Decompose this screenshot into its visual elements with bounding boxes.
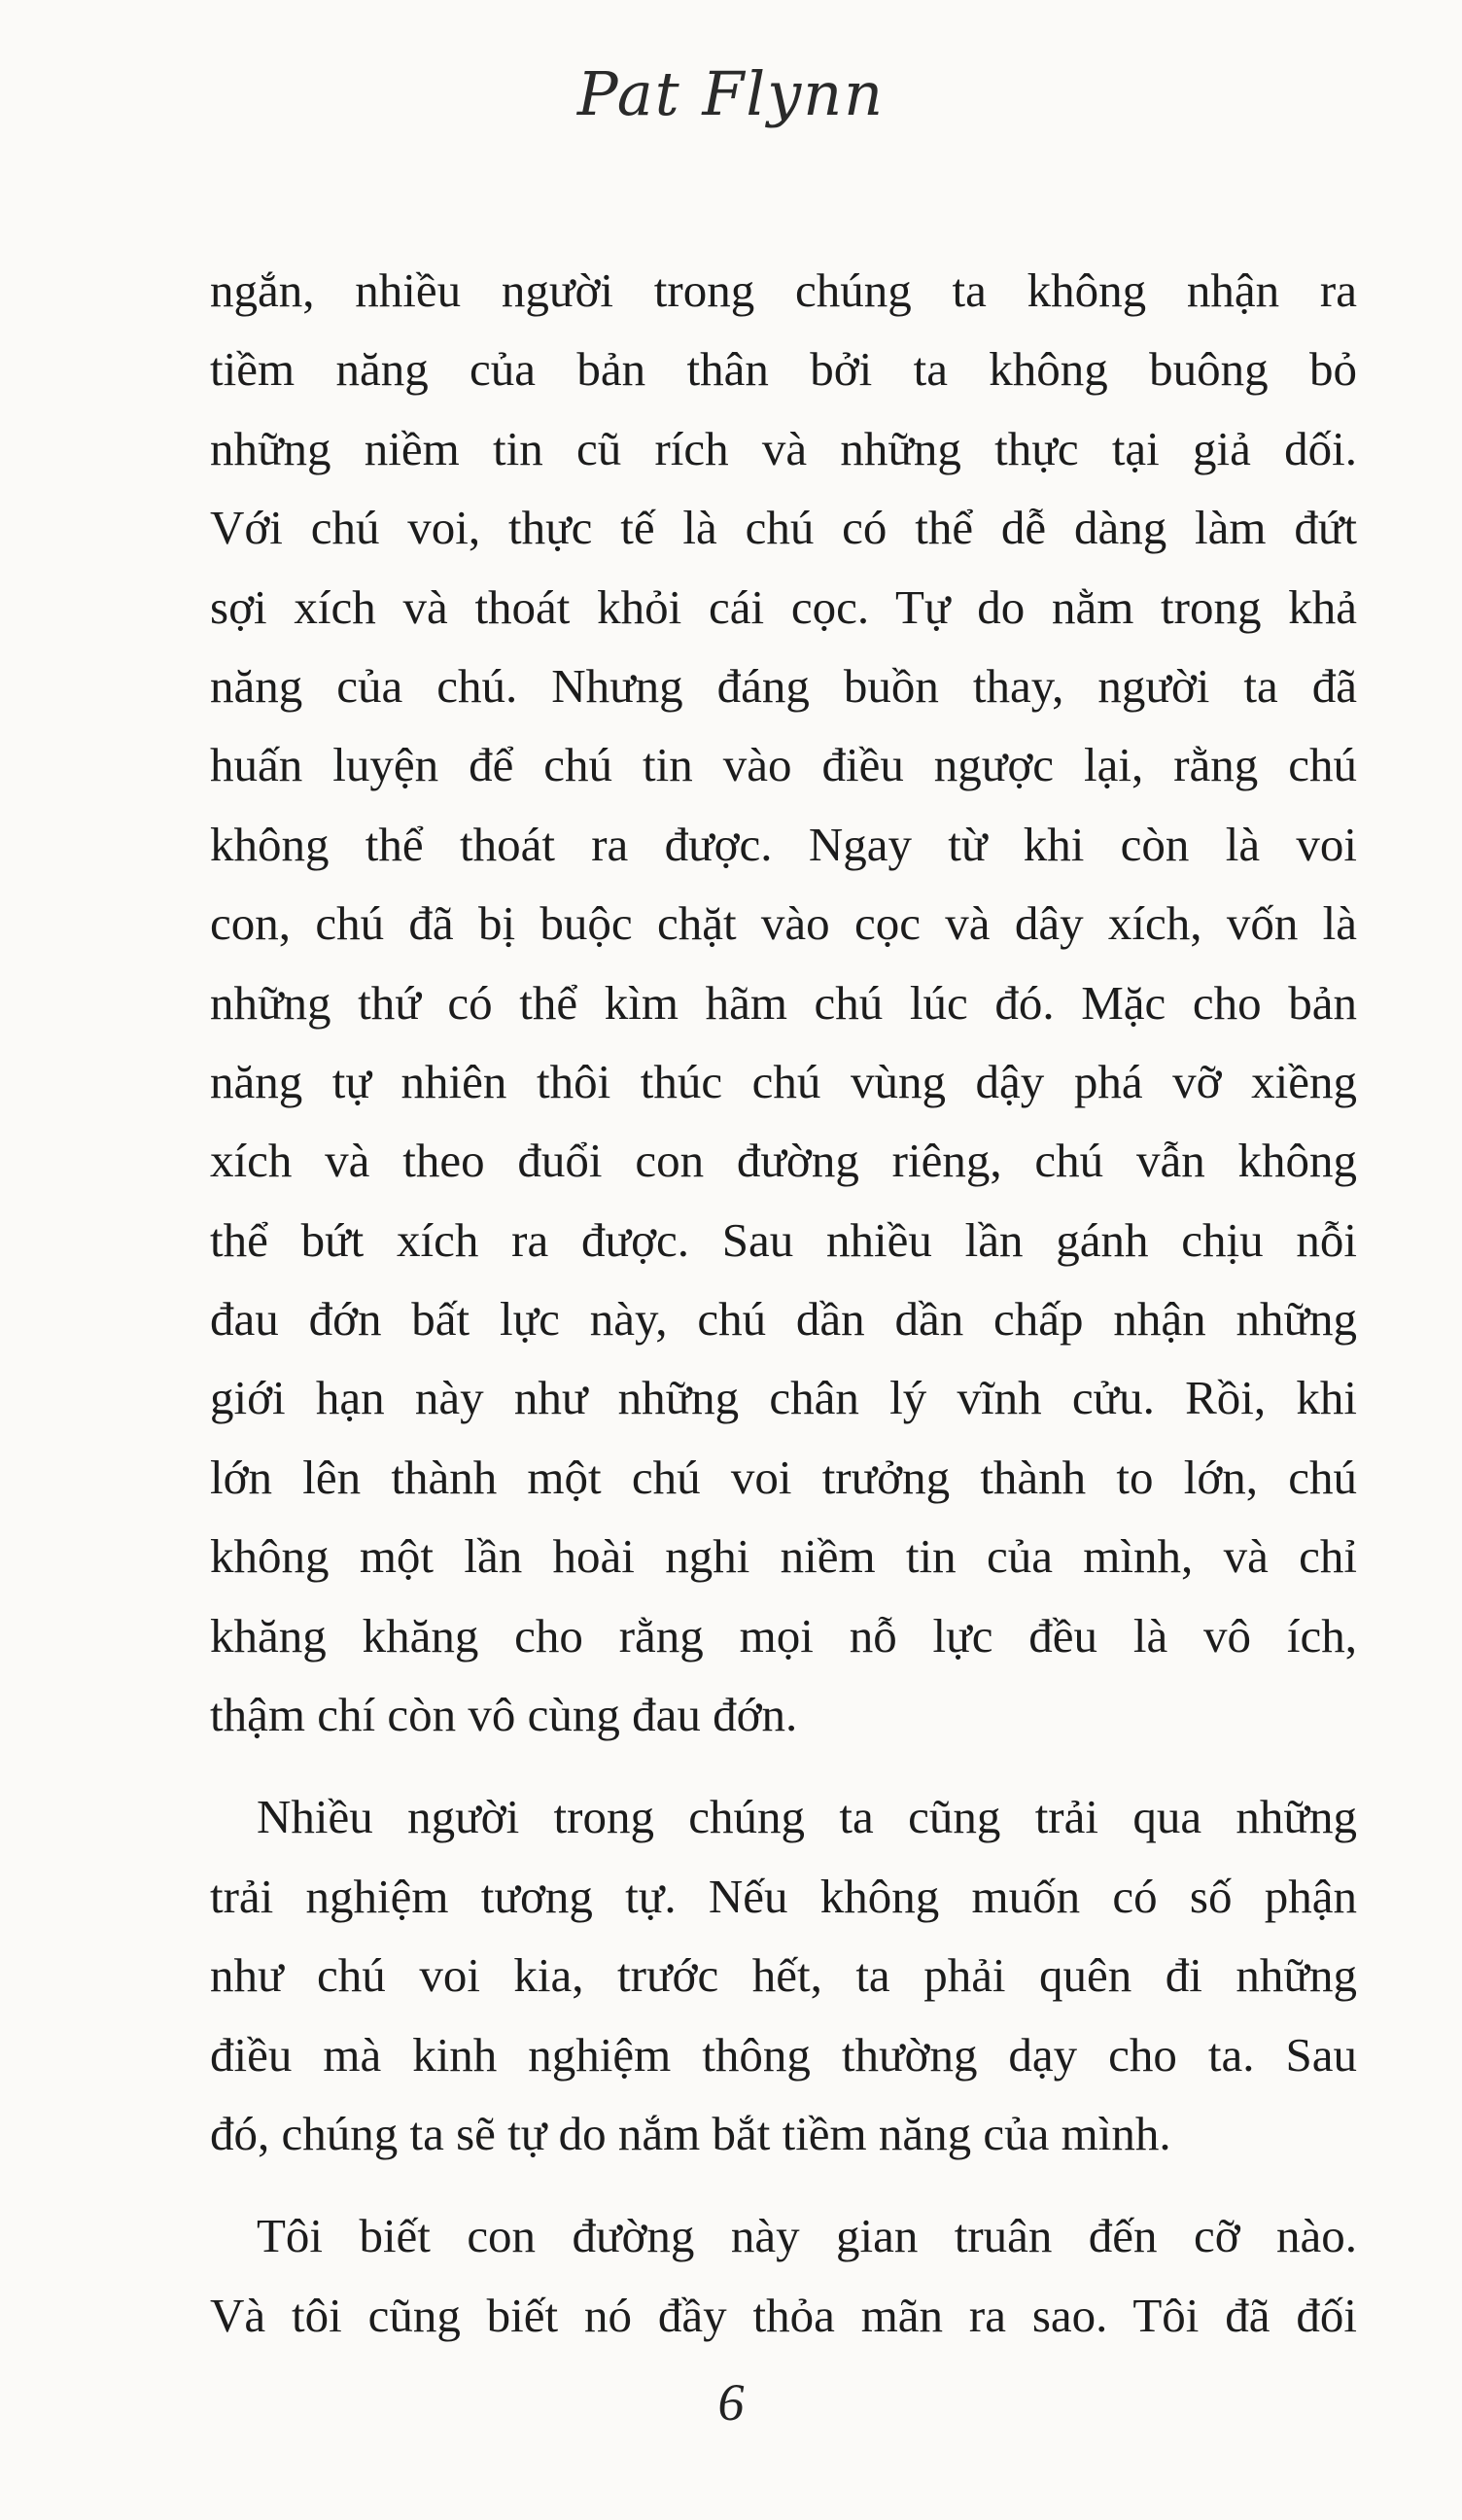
text-line: thậm chí còn vô cùng đau đớn. <box>210 1688 798 1742</box>
text-line: Tôi biết con đường này gian truân đến cỡ nào. <box>257 2209 1357 2263</box>
text-line: năng tự nhiên thôi thúc chú vùng dậy phá vỡ xiềng <box>210 1054 1357 1108</box>
running-header-author: Pat Flynn <box>576 58 886 129</box>
text-line: xích và theo đuổi con đường riêng, chú vẫn không <box>210 1134 1357 1188</box>
text-line: những thứ có thể kìm hãm chú lúc đó. Mặc cho bản <box>210 975 1357 1030</box>
text-line: trải nghiệm tương tự. Nếu không muốn có số phận <box>210 1869 1357 1923</box>
text-line: đó, chúng ta sẽ tự do nắm bắt tiềm năng của mình. <box>210 2106 1171 2160</box>
text-line: như chú voi kia, trước hết, ta phải quên đi những <box>210 1948 1357 2003</box>
text-line: đau đớn bất lực này, chú dần dần chấp nhận những <box>210 1292 1357 1347</box>
text-line: Và tôi cũng biết nó đầy thỏa mãn ra sao. Tôi đã đối <box>210 2288 1357 2342</box>
text-line: sợi xích và thoát khỏi cái cọc. Tự do nằm trong khả <box>210 579 1357 634</box>
body-text <box>210 251 1357 2355</box>
text-line: thể bứt xích ra được. Sau nhiều lần gánh chịu nỗi <box>210 1212 1357 1267</box>
text-line: không thể thoát ra được. Ngay từ khi còn là voi <box>210 817 1357 871</box>
text-line: giới hạn này như những chân lý vĩnh cửu. Rồi, khi <box>210 1371 1357 1425</box>
paragraph-1 <box>210 251 1357 1754</box>
text-line: năng của chú. Nhưng đáng buồn thay, người ta đã <box>210 658 1357 713</box>
page-number: 6 <box>717 2373 745 2432</box>
text-line: khăng khăng cho rằng mọi nỗ lực đều là vô ích, <box>210 1608 1357 1662</box>
text-line: những niềm tin cũ rích và những thực tại giả dối. <box>210 421 1357 475</box>
text-line: huấn luyện để chú tin vào điều ngược lại, rằng chú <box>210 738 1357 792</box>
text-line: tiềm năng của bản thân bởi ta không buông bỏ <box>210 342 1357 397</box>
paragraph-2 <box>210 1777 1357 2173</box>
text-line: Nhiều người trong chúng ta cũng trải qua những <box>257 1790 1357 1844</box>
text-line: con, chú đã bị buộc chặt vào cọc và dây xích, vốn là <box>210 896 1357 951</box>
text-line: lớn lên thành một chú voi trưởng thành to lớn, chú <box>210 1450 1357 1504</box>
text-line: không một lần hoài nghi niềm tin của mình, và chỉ <box>210 1529 1357 1584</box>
text-line: điều mà kinh nghiệm thông thường dạy cho ta. Sau <box>210 2027 1357 2082</box>
text-line: Với chú voi, thực tế là chú có thể dễ dàng làm đứt <box>210 501 1357 555</box>
paragraph-3 <box>210 2196 1357 2355</box>
text-line: ngắn, nhiều người trong chúng ta không nhận ra <box>210 263 1357 317</box>
